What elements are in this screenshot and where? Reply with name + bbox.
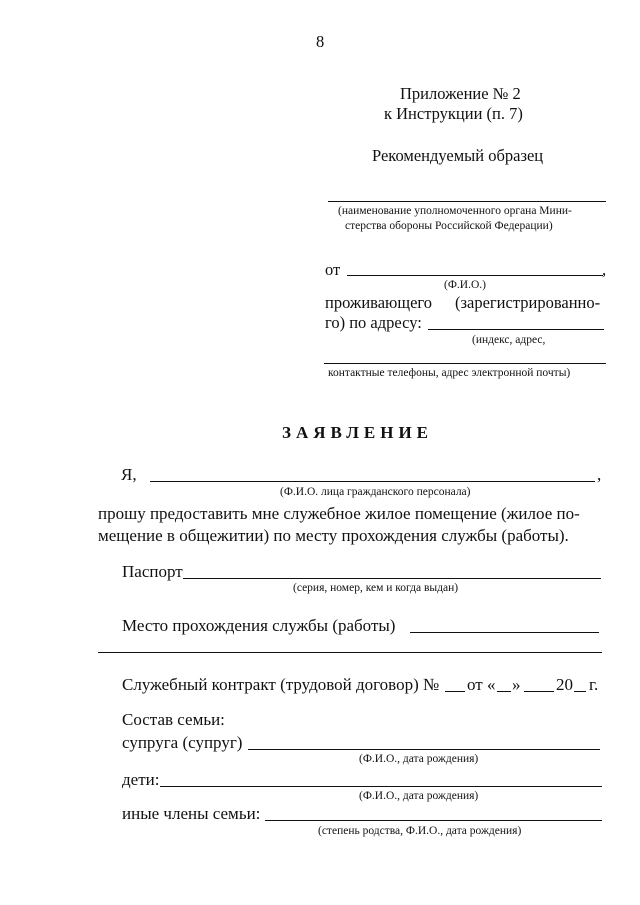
appendix-label: Приложение № 2 [400,84,521,103]
contract-close-quote: » [512,675,521,694]
living-label-3: го) по адресу: [325,313,422,332]
service-place-line-2[interactable] [98,652,602,653]
document-title: ЗАЯВЛЕНИЕ [282,423,434,442]
passport-line[interactable] [183,578,601,579]
organ-caption-line-1: (наименование уполномоченного органа Мини- [338,205,572,217]
contract-number-line[interactable] [445,691,465,692]
contacts-caption: контактные телефоны, адрес электронной почты) [328,367,571,379]
spouse-line[interactable] [248,749,600,750]
others-line[interactable] [265,820,602,821]
from-label: от [325,260,341,279]
contract-day-line[interactable] [497,691,511,692]
organ-caption-line-2: стерства обороны Российской Федерации) [345,220,553,232]
others-caption: (степень родства, Ф.И.О., дата рождения) [318,825,522,837]
person-caption: (Ф.И.О. лица гражданского персонала) [280,486,471,498]
spouse-label: супруга (супруг) [122,733,243,752]
instruction-reference: к Инструкции (п. 7) [384,104,523,123]
contract-year-suffix: г. [589,675,599,694]
children-line[interactable] [160,786,602,787]
from-fio-line[interactable] [347,275,603,276]
address-line[interactable] [428,329,604,330]
contract-label: Служебный контракт (трудовой договор) № [122,675,440,694]
children-caption: (Ф.И.О., дата рождения) [359,790,479,802]
organ-name-line[interactable] [328,201,606,202]
i-comma: , [597,465,602,484]
service-place-line-1[interactable] [410,632,599,633]
others-label: иные члены семьи: [122,804,261,823]
service-place-label: Место прохождения службы (работы) [122,616,396,635]
living-label-1: проживающего [325,293,433,312]
passport-label: Паспорт [122,562,183,581]
page-number: 8 [316,32,325,51]
from-comma: , [602,260,607,279]
request-line-2: мещение в общежитии) по месту прохождения службы (работы). [98,526,569,545]
contract-from-label: от « [467,675,496,694]
sample-label: Рекомендуемый образец [372,146,544,165]
children-label: дети: [122,770,160,789]
living-label-2: (зарегистрированно- [455,293,601,312]
from-fio-caption: (Ф.И.О.) [444,279,486,291]
contacts-line[interactable] [324,363,606,364]
passport-caption: (серия, номер, кем и когда выдан) [293,582,459,594]
person-fio-line[interactable] [150,481,595,482]
request-line-1: прошу предоставить мне служебное жилое помещение (жилое по- [98,504,580,523]
address-caption: (индекс, адрес, [472,334,546,346]
contract-year-prefix: 20 [556,675,573,694]
spouse-caption: (Ф.И.О., дата рождения) [359,753,479,765]
family-label: Состав семьи: [122,710,225,729]
contract-year-line[interactable] [574,691,586,692]
contract-month-line[interactable] [524,691,554,692]
i-label: Я, [121,465,137,484]
